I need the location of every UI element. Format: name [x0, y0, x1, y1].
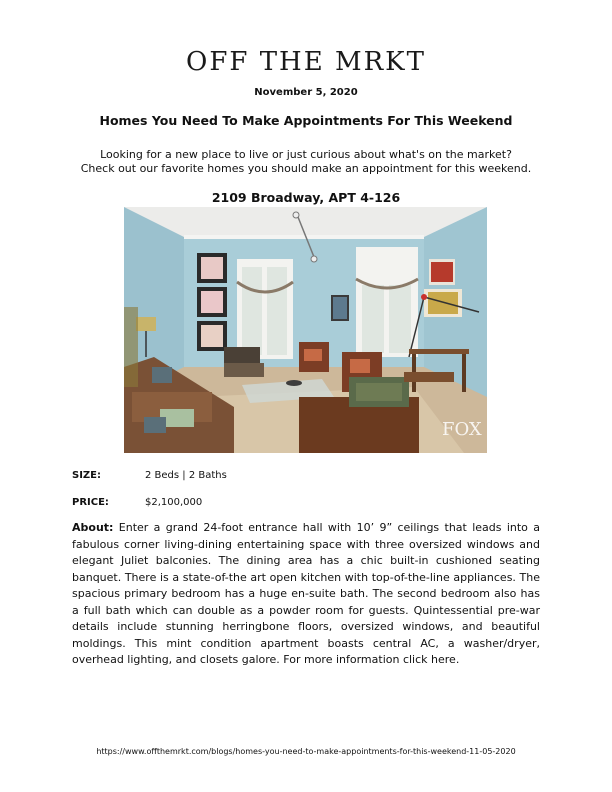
intro-line-2: Check out our favorite homes you should make an appointment for this weekend. — [80, 162, 532, 175]
article-intro — [60, 148, 552, 176]
listing-photo — [124, 207, 487, 453]
price-row — [72, 497, 202, 508]
footer-url: https://www.offthemrkt.com/blogs/homes-you-need-to-make-appointments-for-this-weekend-11-05-2020 — [96, 747, 516, 756]
size-label: SIZE: — [72, 470, 102, 481]
photo-watermark: FOX — [442, 419, 482, 440]
listing-address: 2109 Broadway, APT 4-126 — [211, 190, 401, 205]
price-label: PRICE: — [72, 497, 109, 508]
size-row — [72, 470, 227, 481]
size-value: 2 Beds | 2 Baths — [145, 470, 227, 481]
article-headline: Homes You Need To Make Appointments For This Weekend — [99, 113, 513, 128]
article-date: November 5, 2020 — [254, 87, 358, 98]
price-value: $2,100,000 — [145, 497, 203, 508]
about-paragraph — [72, 520, 540, 669]
about-label: About: — [72, 521, 114, 534]
living-room-photo — [124, 207, 487, 453]
masthead-title: OFF THE MRKT — [186, 47, 426, 77]
about-text: Enter a grand 24-foot entrance hall with 10’ 9” ceilings that leads into a fabulous corner living-dining entertaining space with three oversized windows and elegant Juliet balconies. The dining area has a chic built-in cushioned seating banquet. There is a state-of-the art open kitchen with top-of-the-line appliances. The spacious primary bedroom has a huge en-suite bath. The second bedroom also has a full bath which can double as a powder room for guests. Quintessential pre-war details include stunning herringbone floors, oversized windows, and beautiful moldings. This mint condition apartment boasts central AC, a washer/dryer, overhead lighting, and closets galore. For more information click here. — [72, 521, 540, 666]
intro-line-1: Looking for a new place to live or just curious about what's on the market? — [100, 148, 512, 161]
